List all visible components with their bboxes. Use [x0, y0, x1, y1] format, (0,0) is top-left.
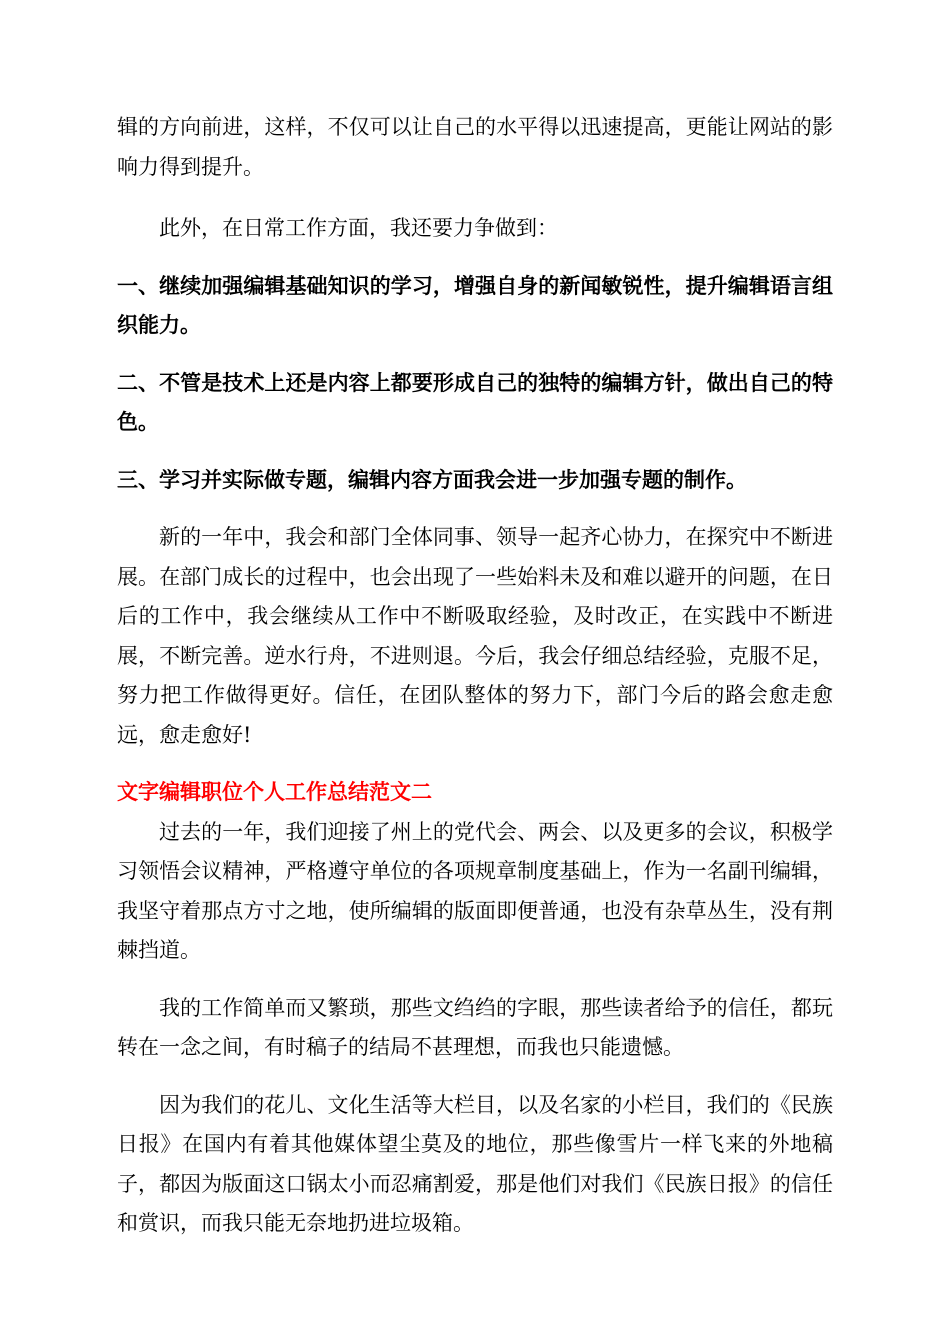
paragraph-work: 我的工作简单而又繁琐，那些文绉绉的字眼，那些读者给予的信任，都玩转在一念之间，有时稿子的结局不甚理想，而我也只能遗憾。 — [117, 995, 833, 1059]
document-page — [117, 108, 833, 1244]
paragraph-new-year: 新的一年中，我会和部门全体同事、领导一起齐心协力，在探究中不断进展。在部门成长的过程中，也会出现了一些始料未及和难以避开的问题，在日后的工作中，我会继续从工作中不断吸取经验，及时改正，在实践中不断进展，不断完善。逆水行舟，不进则退。今后，我会仔细总结经验，克服不足，努力把工作做得更好。信任，在团队整体的努力下，部门今后的路会愈走愈远，愈走愈好! — [117, 525, 833, 747]
paragraph-continuation: 辑的方向前进，这样，不仅可以让自己的水平得以迅速提高，更能让网站的影响力得到提升。 — [117, 115, 833, 179]
section-heading: 文字编辑职位个人工作总结范文二 — [117, 780, 432, 804]
list-item-1: 一、继续加强编辑基础知识的学习，增强自身的新闻敏锐性，提升编辑语言组织能力。 — [117, 273, 833, 337]
paragraph-intro: 此外，在日常工作方面，我还要力争做到： — [159, 216, 558, 240]
paragraph-past-year: 过去的一年，我们迎接了州上的党代会、两会、以及更多的会议，积极学习领悟会议精神，严格遵守单位的各项规章制度基础上，作为一名副刊编辑，我坚守着那点方寸之地，使所编辑的版面即便普通，也没有杂草丛生，没有荆棘挡道。 — [117, 819, 833, 962]
list-item-2: 二、不管是技术上还是内容上都要形成自己的独特的编辑方针，做出自己的特色。 — [117, 370, 833, 434]
list-item-3: 三、学习并实际做专题，编辑内容方面我会进一步加强专题的制作。 — [117, 467, 747, 492]
paragraph-columns: 因为我们的花儿、文化生活等大栏目，以及名家的小栏目，我们的《民族日报》在国内有着其他媒体望尘莫及的地位，那些像雪片一样飞来的外地稿子，都因为版面这口锅太小而忍痛割爱，那是他们对我们《民族日报》的信任和赏识，而我只能无奈地扔进垃圾箱。 — [117, 1092, 833, 1235]
